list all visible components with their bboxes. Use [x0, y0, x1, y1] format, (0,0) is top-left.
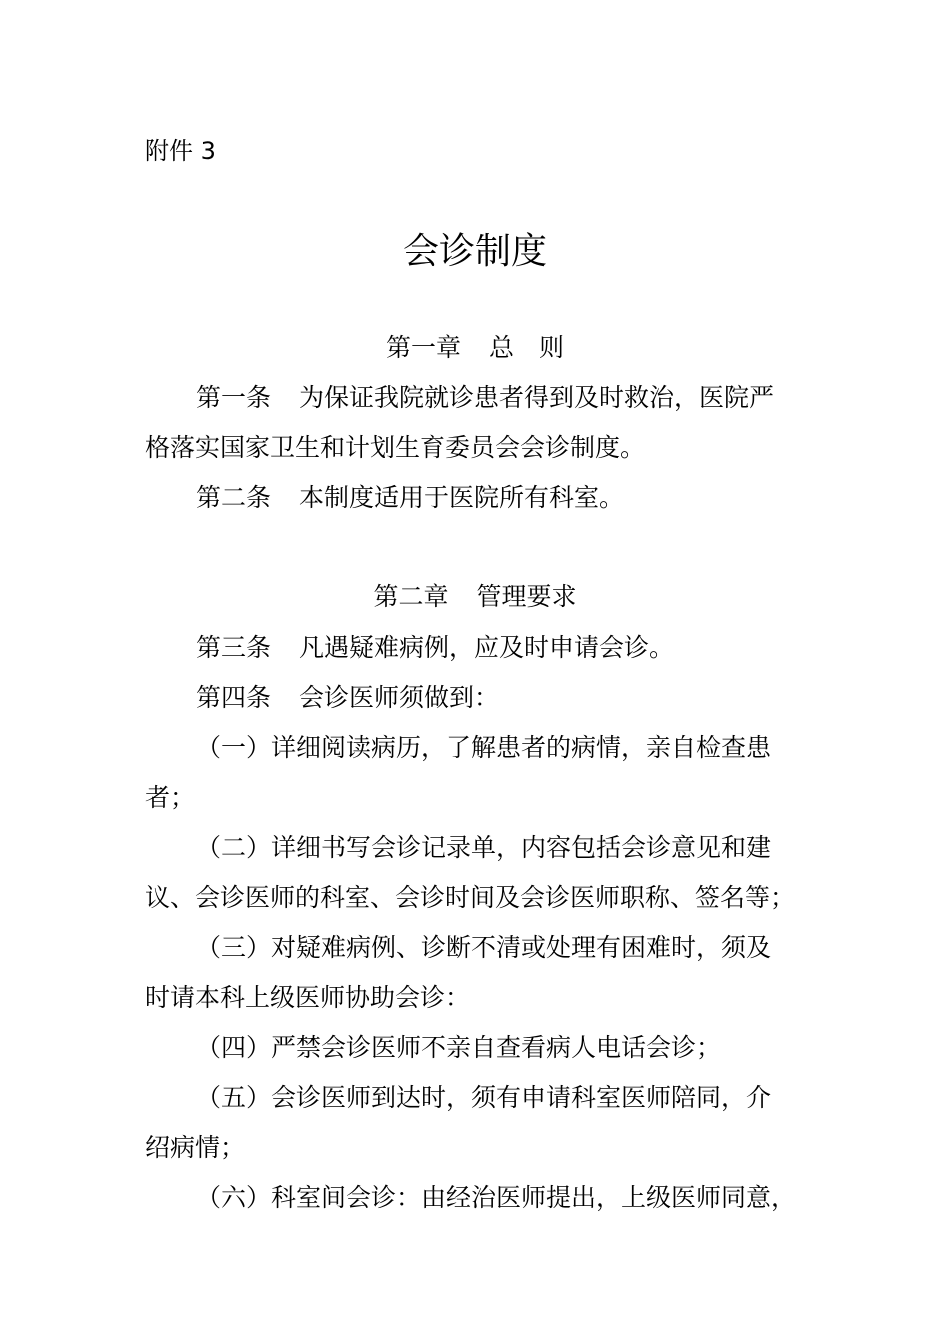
chapter-1-heading [0, 333, 950, 363]
article-4-text: 会诊医师须做到： [299, 683, 500, 712]
item-5-line-2: 绍病情； [145, 1133, 246, 1162]
item-5-line-1: （五）会诊医师到达时，须有申请科室医师陪同，介 [196, 1083, 772, 1112]
article-3-label: 第三条 [196, 633, 272, 662]
article-1-line-1 [196, 383, 774, 413]
chapter-2-heading [0, 582, 950, 612]
chapter-2-number: 第二章 [373, 582, 449, 611]
article-4-label: 第四条 [196, 683, 272, 712]
item-1-line-1: （一）详细阅读病历，了解患者的病情，亲自检查患 [196, 733, 772, 762]
item-3-line-1: （三）对疑难病例、诊断不清或处理有困难时，须及 [196, 933, 772, 962]
document-title: 会诊制度 [402, 231, 547, 272]
article-2 [196, 483, 624, 513]
item-2-line-1: （二）详细书写会诊记录单，内容包括会诊意见和建 [196, 833, 772, 862]
item-4-line-1: （四）严禁会诊医师不亲自查看病人电话会诊； [196, 1033, 722, 1062]
article-4 [196, 683, 499, 713]
item-1-line-2: 者； [145, 783, 196, 812]
chapter-1-name: 总 则 [489, 333, 565, 362]
item-2-line-2: 议、会诊医师的科室、会诊时间及会诊医师职称、签名等； [145, 883, 796, 912]
chapter-1-number: 第一章 [385, 333, 461, 362]
article-2-label: 第二条 [196, 483, 272, 512]
article-1-text-1: 为保证我院就诊患者得到及时救治，医院严 [299, 383, 775, 412]
item-6-line-1: （六）科室间会诊：由经治医师提出，上级医师同意， [196, 1183, 797, 1212]
item-3-line-2: 时请本科上级医师协助会诊： [145, 983, 471, 1012]
article-3 [196, 633, 674, 663]
chapter-2-name: 管理要求 [476, 582, 577, 611]
article-1-label: 第一条 [196, 383, 272, 412]
article-3-text: 凡遇疑难病例，应及时申请会诊。 [299, 633, 675, 662]
annex-label: 附件 3 [145, 137, 216, 165]
article-2-text: 本制度适用于医院所有科室。 [299, 483, 625, 512]
article-1-line-2: 格落实国家卫生和计划生育委员会会诊制度。 [145, 433, 646, 462]
